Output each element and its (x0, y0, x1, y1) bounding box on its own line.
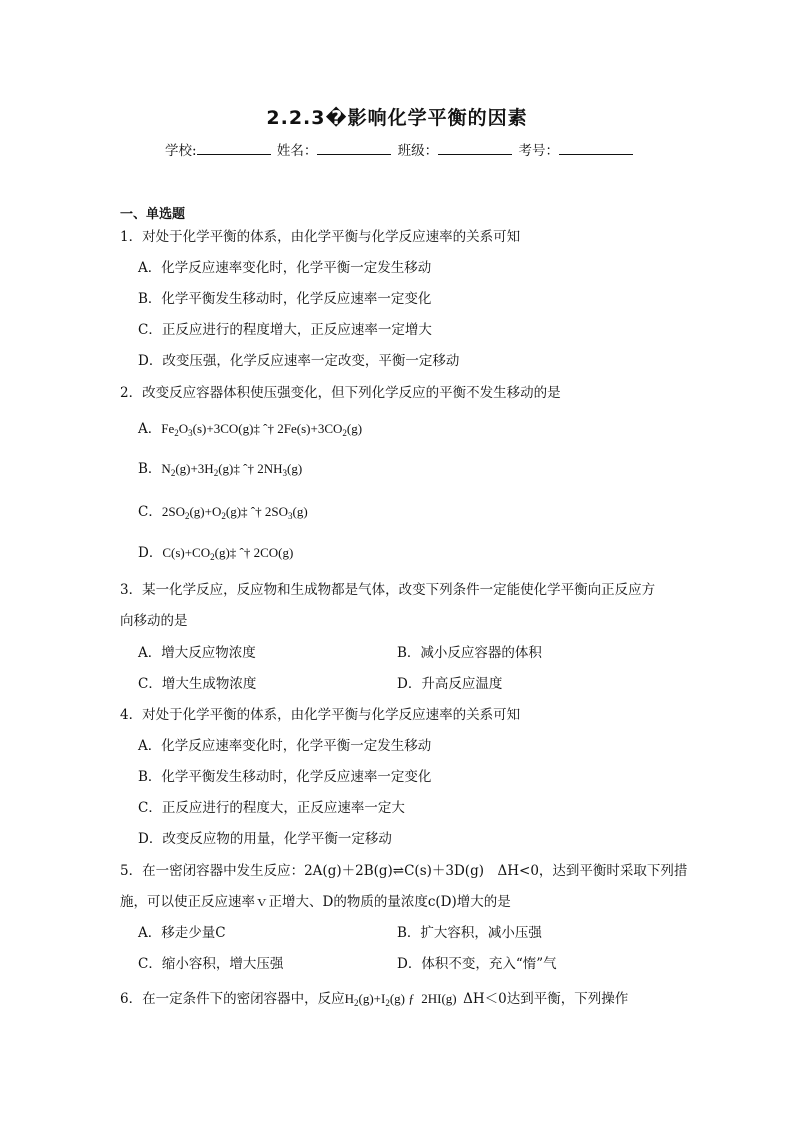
q2-option-a: A．$Fe_2O_3(s)+3CO(g)\ddagger$ ˆ† $2Fe(s)+3CO_2(g)$ (138, 421, 363, 438)
q4-stem: 4．对处于化学平衡的体系，由化学平衡与化学反应速率的关系可知 (120, 707, 521, 723)
q5-option-b: B．扩大容积，减小压强 (397, 925, 542, 941)
q5-option-c: C．缩小容积，增大压强 (138, 956, 284, 972)
q4-option-b: B．化学平衡发生移动时，化学反应速率一定变化 (138, 769, 432, 785)
q2-option-b: B．$N_2(g)+3H_2(g)\ddagger$ ˆ† $2NH_3(g)$ (138, 461, 303, 478)
q4-option-d: D．改变反应物的用量，化学平衡一定移动 (138, 831, 392, 847)
q3-option-b: B．减小反应容器的体积 (397, 645, 542, 661)
q3-stem-line2: 向移动的是 (120, 613, 188, 629)
q5-option-d: D．体积不变，充入“惰”气 (397, 956, 557, 972)
q5-stem-line1: 5．在一密闭容器中发生反应：2A(g)＋2B(g)⇌C(s)＋3D(g) ΔH<0，达到平衡时采取下列措 (120, 863, 688, 879)
exam-no-label: 考号： (518, 143, 559, 159)
name-blank[interactable] (317, 142, 391, 155)
q1-option-b: B．化学平衡发生移动时，化学反应速率一定变化 (138, 291, 432, 307)
section-heading: 一、单选题 (120, 207, 186, 222)
q1-option-c: C．正反应进行的程度增大，正反应速率一定增大 (138, 322, 432, 338)
q4-option-a: A．化学反应速率变化时，化学平衡一定发生移动 (138, 738, 432, 754)
student-info-row (165, 139, 635, 159)
q6-stem: 6．在一定条件下的密闭容器中，反应$H_2(g)+I_2(g)$ ƒ 2HI(g) ΔH＜0达到平衡，下列操作 (120, 991, 629, 1008)
q1-option-d: D．改变压强，化学反应速率一定改变，平衡一定移动 (138, 353, 460, 369)
exam-no-blank[interactable] (559, 142, 633, 155)
q5-option-a: A．移走少量C (138, 925, 226, 941)
class-blank[interactable] (438, 142, 512, 155)
school-label: 学校: (165, 143, 197, 159)
q3-option-a: A．增大反应物浓度 (138, 645, 256, 661)
q5-stem-line2: 施，可以使正反应速率ｖ正增大、D的物质的量浓度c(D)增大的是 (120, 894, 511, 910)
name-label: 姓名： (276, 143, 318, 159)
q3-stem-line1: 3．某一化学反应，反应物和生成物都是气体，改变下列条件一定能使化学平衡向正反应方 (120, 582, 656, 598)
q2-option-c: C．$2SO_2(g)+O_2(g)\ddagger$ ˆ† $2SO_3(g)$ (138, 504, 308, 521)
class-label: 班级： (397, 143, 439, 159)
page-title: 2.2.3�影响化学平衡的因素 (266, 107, 528, 129)
q2-option-d: D．$C(s)+CO_2(g)\ddagger$ ˆ† 2CO(g) (138, 545, 294, 562)
q4-option-c: C．正反应进行的程度大，正反应速率一定大 (138, 800, 405, 816)
q1-stem: 1．对处于化学平衡的体系，由化学平衡与化学反应速率的关系可知 (120, 229, 521, 245)
q1-option-a: A．化学反应速率变化时，化学平衡一定发生移动 (138, 260, 432, 276)
q3-option-d: D．升高反应温度 (397, 676, 503, 692)
q2-stem: 2．改变反应容器体积使压强变化，但下列化学反应的平衡不发生移动的是 (120, 385, 561, 401)
q3-option-c: C．增大生成物浓度 (138, 676, 257, 692)
school-blank[interactable] (197, 142, 271, 155)
